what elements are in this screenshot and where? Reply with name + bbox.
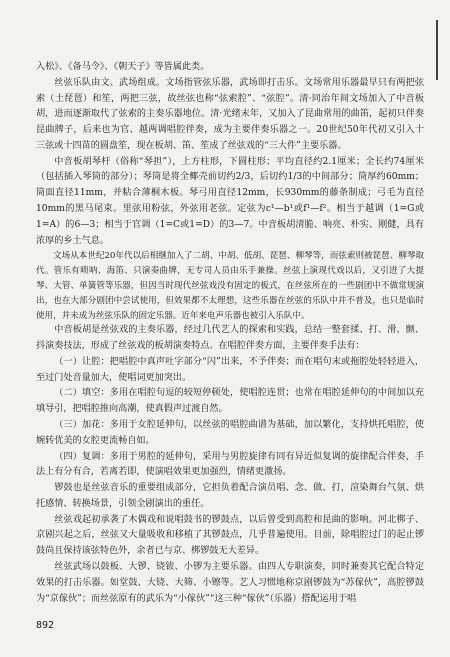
- page-number: 892: [36, 620, 55, 631]
- paragraph-11: 丝弦武场以鼓板、大锣、铙钹、小锣为主要乐器。由四人专职演奏，同时兼奏其它配合特定效果的打击乐器。如堂鼓、大铙、大筛、小镲等。艺人习惯地称京剧锣鼓为“苏傢伙”，高腔锣鼓为“京傢伙”；而丝弦原有的武乐为“小傢伙”“这三种“傢伙”（乐器）搭配运用于唱: [36, 562, 424, 604]
- paragraph-10: 丝弦戏起初承袭了木偶戏和说唱鼓书的锣鼓点，以后曾受到高腔和昆曲的影响。河北梆子、京剧兴起之后，丝弦又大量吸收和移植了其锣鼓点，几乎普遍使用。目前，除唱腔过门的起止锣鼓尚且保持该弦特色外，余者已与京、梆锣鼓无大差异。: [36, 514, 424, 557]
- paragraph-7: （三）加花：多用于女腔延伸句，以丝弦的唱腔曲谱为基础，加以繁化，支持烘托唱腔，使婉转优美的女腔更流畅自如。: [36, 419, 424, 446]
- paragraph-9: 锣鼓也是丝弦音乐的重要组成部分，它担负着配合演员唱、念、做、打，渲染舞台气氛、烘托感情、转换场景，引领全剧演出的重任。: [36, 483, 424, 509]
- paragraph-1: 丝弦乐队由文、武场组成。文场指管弦乐器，武场即打击乐。文场常用乐器最早只有两把弦索（土琵琶）和笙，两把三弦，故丝弦也称“弦索腔”、“弦腔”。清·同治年间文场加入了中音板胡，进而逐渐取代了弦索的主奏乐器地位。清·光绪末年，又加入了昆曲常用的曲笛，起初只伴奏昆曲牌子，后来也为官、越两调唱腔伴奏，成为主要伴奏乐器之一。20世纪50年代初又引入十三弦或十四苗的圆盘笙，现在板胡、笛、笙成了丝弦戏的“三大件”主要乐器。: [36, 77, 424, 151]
- paragraph-6: （二）填空：多用在唱腔句逗的较短停顿处，使唱腔连贯；也常在唱腔延伸句的中间加以充填导引，把唱腔推向高潮，使真假声过渡自然。: [36, 388, 424, 415]
- paragraph-4: 中音板胡是丝弦戏的主奏乐器，经过几代艺人的探索和实践，总结一整套揉、打、滑、颤、抖演奏技法，形成了丝弦戏的板胡演奏特点。在唱腔伴奏方面，主要伴奏手法有：: [36, 325, 424, 352]
- paragraph-0: 入松》、《备马令》、《朝天子》等皆属此类。: [36, 62, 210, 72]
- document-body: [36, 60, 424, 607]
- margin-pencil-mark: [436, 20, 438, 80]
- paragraph-2: 中音板胡琴杆（俗称“琴担”），上方柱形，下圆柱形；平均直径约2.1厘米；全长约74厘米（包括插入琴筒的部分）；琴筒是将全椰壳前切约2/3，后切约1/3的中间部分；筒厚约60mm；筒面直径11mm，并粘合薄桐木板。琴弓用直径12mm，长930mm的藤条制成；弓毛为直径10mm的黑马尾束。里弦用粉弦，外弦用老弦。定弦为c¹—b¹或f¹—f²。相当于越调（1=G或1=A）的6—3；相当于官调（1=C或1=D）的3—7。中音板胡清脆、响亮、朴实、刚健，具有浓厚的乡土气息。: [36, 156, 424, 246]
- paragraph-8: （四）复调：多用于男腔的延伸句，采用与男腔旋律有同有异近似复调的旋律配合伴奏，手法上有分有合，若离若即，使演唱效果更加强烈，情绪更激扬。: [36, 451, 424, 478]
- paragraph-5: （一）让腔：把唱腔中真声吐字部分“闪”出来，不予伴奏；而在唱句末或拖腔处轻轻进入，至过门处音量加大，使唱词更加突出。: [36, 356, 424, 383]
- paragraph-3: 文场从本世纪20年代以后相继加入了二胡、中胡、低胡、琵琶、柳琴等，而弦索则被琵琶、柳琴取代。管乐有唢呐、海笛、只演奏曲牌，无专司人员由乐手兼操。丝弦上演现代戏以后，又引进了大提琴、大管、单簧管等乐器，但因当时现代丝弦戏没有固定的板式，在丝弦所在的一些剧团中不做常规演出，也在大部分剧团中尝试使用，但效果都不太理想，这些乐器在丝弦的乐队中并不普及，也只是临时使用，并未成为丝弦乐队的固定乐器。近年来电声乐器也被引入乐队中。: [36, 251, 424, 321]
